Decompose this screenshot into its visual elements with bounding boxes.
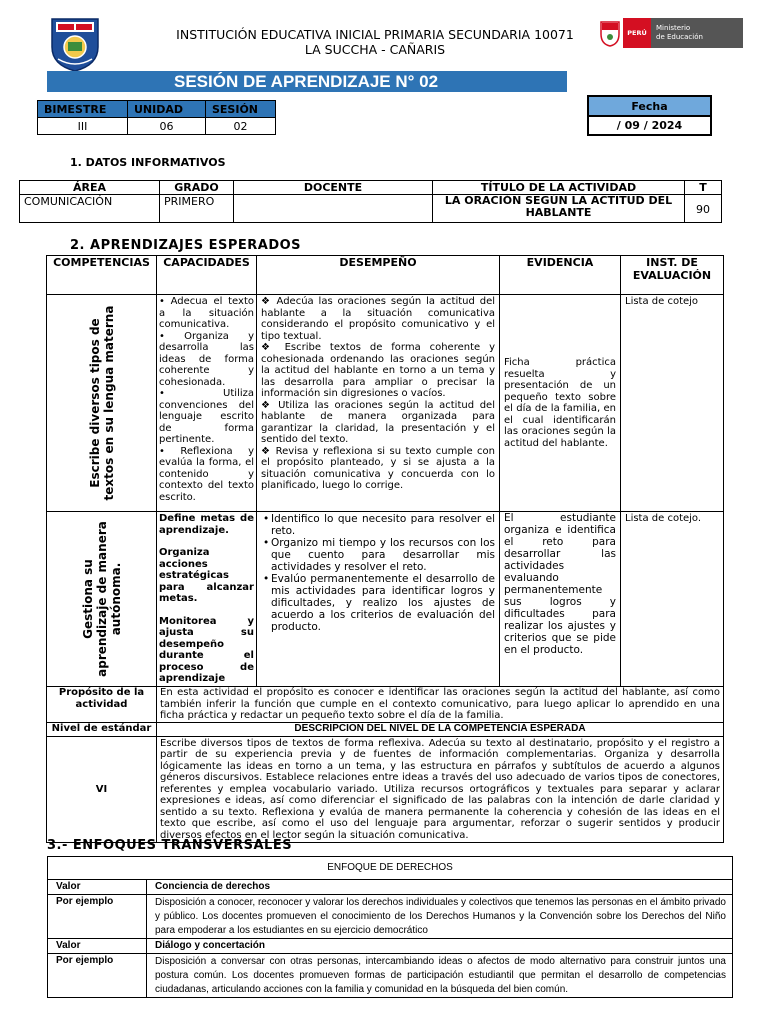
desempeno-item: ❖ Utiliza las oraciones según la actitud del hablante de manera organizada para garantizar la claridad, la presentación y el sentido del texto. (261, 399, 495, 445)
instrumento-cell: Lista de cotejo (621, 295, 724, 512)
session-title: SESIÓN DE APRENDIZAJE N° 02 (47, 71, 567, 92)
evidencia-cell: El estudiante organiza e identifica el reto para desarrollar las actividades evaluando permanentemente sus logros y dificultades para realizar los ajustes y criterios que se pide en el producto. (500, 512, 621, 687)
table-row (47, 295, 724, 512)
titulo-value: LA ORACIÓN SEGÚN LA ACTITUD DEL HABLANTE (433, 195, 685, 223)
ejemplo-label: Por ejemplo (48, 895, 147, 939)
valor-label: Valor (48, 880, 147, 895)
section-aprendizajes-title: 2. APRENDIZAJES ESPERADOS (70, 238, 302, 253)
titulo-header: TÍTULO DE LA ACTIVIDAD (433, 181, 685, 195)
sesion-header: SESIÓN (206, 101, 276, 118)
estandar-header: DESCRIPCION DEL NIVEL DE LA COMPETENCIA ESPERADA (157, 722, 724, 736)
valor-value: Diálogo y concertación (147, 939, 733, 954)
grado-header: GRADO (160, 181, 234, 195)
area-header: ÁREA (20, 181, 160, 195)
area-value: COMUNICACIÓN (20, 195, 160, 223)
table-row (48, 939, 733, 954)
unidad-header: UNIDAD (128, 101, 206, 118)
fecha-value: / 09 / 2024 (588, 116, 711, 135)
capacidad-item: Organiza acciones estratégicas para alcanzar metas. (159, 547, 254, 604)
docente-value (234, 195, 433, 223)
ministry-logo (597, 18, 743, 48)
ejemplo-label: Por ejemplo (48, 954, 147, 998)
section-datos-title: 1. DATOS INFORMATIVOS (70, 156, 226, 169)
desempeno-item: • Evalúo permanentemente el desarrollo de mis actividades para identificar logros y dificultades, y realizo los ajustes de acuerdo a los criterios de evaluación del producto. (271, 573, 495, 633)
institution-title (110, 27, 640, 57)
ministry-name-line2: de Educación (656, 33, 703, 41)
tiempo-header: T (685, 181, 722, 195)
estandar-text: Escribe diversos tipos de textos de forma reflexiva. Adecúa su texto al destinatario, propósito y el registro a partir de su experiencia previa y de fuentes de información complementarias. Organiza y desarrolla lógicamente las ideas en torno a un tema, y las estructura en párrafos y subtítulos de acuerdo a algunos géneros discursivos. Establece relaciones entre ideas a través del uso adecuado de varios tipos de conectores, referentes y emplea vocabulario variado. Utiliza recursos ortográficos y textuales para separar y aclarar expresiones e ideas, así como diferenciar el significado de las palabras con la intención de darle claridad y sentido a su texto. Reflexiona y evalúa de manera permanente la coherencia y cohesión de las ideas en el texto que escribe, así como el uso del lenguaje para argumentar, reforzar o sugerir sentidos y producir diversos efectos en el lector según la situación comunicativa. (157, 736, 724, 843)
fecha-table (587, 95, 712, 136)
docente-header: DOCENTE (234, 181, 433, 195)
desempeno-item: • Identifico lo que necesito para resolver el reto. (271, 513, 495, 537)
section-enfoques-title: 3.- ENFOQUES TRANSVERSALES (47, 838, 293, 853)
evidencia-header: EVIDENCIA (500, 256, 621, 295)
capacidades-cell (157, 295, 257, 512)
capacidad-item: • Utiliza convenciones del lenguaje escrito de forma pertinente. (159, 388, 254, 445)
desempeno-cell (257, 295, 500, 512)
table-row (47, 687, 724, 723)
capacidad-item: • Adecua el texto a la situación comunicativa. (159, 296, 254, 330)
capacidades-header: CAPACIDADES (157, 256, 257, 295)
desempeno-item: ❖ Adecúa las oraciones según la actitud del hablante a la situación comunicativa considerando el propósito comunicativo y el tipo textual. (261, 296, 495, 342)
estandar-level: VI (47, 736, 157, 843)
table-row (47, 736, 724, 843)
capacidad-item: Define metas de aprendizaje. (159, 513, 254, 536)
ejemplo-text: Disposición a conocer, reconocer y valorar los derechos individuales y colectivos que tenemos las personas en el ámbito privado y público. Los docentes promueven el conocimiento de los Derechos Humanos y la Convención sobre los Derechos del Niño para empoderar a los estudiantes en su ejercicio democrático (147, 895, 733, 939)
fecha-label: Fecha (588, 96, 711, 116)
ministry-name-line1: Ministerio (656, 24, 691, 32)
proposito-label: Propósito de la actividad (47, 687, 157, 723)
capacidades-cell (157, 512, 257, 687)
tiempo-value: 90 (685, 195, 722, 223)
valor-label: Valor (48, 939, 147, 954)
unidad-value: 06 (128, 118, 206, 135)
table-row (47, 512, 724, 687)
grado-value: PRIMERO (160, 195, 234, 223)
table-row (47, 722, 724, 736)
capacidad-item: • Organiza y desarrolla las ideas de forma coherente y cohesionada. (159, 330, 254, 388)
ministry-country: PERÚ (623, 18, 651, 48)
enfoque-title: ENFOQUE DE DERECHOS (48, 857, 733, 880)
competencias-header: COMPETENCIAS (47, 256, 157, 295)
aprendizajes-table (46, 255, 724, 843)
estandar-label: Nivel de estándar (47, 722, 157, 736)
desempeno-item: ❖ Revisa y reflexiona si su texto cumple con el propósito planteado, y si se ajusta a la situación comunicativa y concuerda con lo planificado, luego lo corrige. (261, 445, 495, 491)
desempeno-item: ❖ Escribe textos de forma coherente y cohesionada ordenando las oraciones según la actitud del hablante en torno a un tema y las desarrolla para ampliar o precisar la información sin digresiones o vacíos. (261, 342, 495, 399)
desempeno-item: • Organizo mi tiempo y los recursos con los que cuento para desarrollar mis actividades y resolver el reto. (271, 537, 495, 573)
institution-location: LA SUCCHA - CAÑARIS (304, 42, 446, 57)
peru-shield-icon (597, 18, 623, 48)
proposito-text: En esta actividad el propósito es conocer e identificar las oraciones según la actitud del hablante, así como también inferir la función que cumple en el contexto comunicativo, para luego aplicar lo aprendido en una ficha práctica y redactar un pequeño texto sobre el día de la familia. (157, 687, 724, 723)
instrumento-header: INST. DE EVALUACIÓN (621, 256, 724, 295)
table-row (48, 895, 733, 939)
table-row (48, 880, 733, 895)
institution-name: INSTITUCIÓN EDUCATIVA INICIAL PRIMARIA SECUNDARIA 10071 (176, 27, 574, 42)
bimestre-value: III (38, 118, 128, 135)
school-crest-icon (48, 13, 102, 73)
sesion-value: 02 (206, 118, 276, 135)
datos-table (19, 180, 722, 223)
session-info-table (37, 100, 276, 135)
competencia-cell (47, 295, 157, 512)
competencia-text: Gestiona su aprendizaje de manera autónoma. (80, 521, 123, 677)
ministry-name (651, 18, 743, 48)
competencia-cell (47, 512, 157, 687)
bimestre-header: BIMESTRE (38, 101, 128, 118)
evidencia-cell: Ficha práctica resuelta y presentación de un pequeño texto sobre el día de la familia, en el cual identificarán las oraciones según la actitud del hablante. (500, 295, 621, 512)
table-row (48, 954, 733, 998)
desempeno-header: DESEMPEÑO (257, 256, 500, 295)
instrumento-cell: Lista de cotejo. (621, 512, 724, 687)
desempeno-cell (257, 512, 500, 687)
enfoques-table (47, 856, 733, 998)
capacidad-item: • Reflexiona y evalúa la forma, el contenido y contexto del texto escrito. (159, 445, 254, 503)
capacidad-item: Monitorea y ajusta su desempeño durante el proceso de aprendizaje (159, 615, 254, 684)
competencia-text: Escribe diversos tipos de textos en su lengua materna (87, 305, 116, 501)
ejemplo-text: Disposición a conversar con otras personas, intercambiando ideas o afectos de modo alternativo para construir juntos una postura común. Los docentes promueven formas de participación estudiantil que permitan el desarrollo de competencias ciudadanas, articulando acciones con la familia y comunidad en la búsqueda del bien común. (147, 954, 733, 998)
valor-value: Conciencia de derechos (147, 880, 733, 895)
